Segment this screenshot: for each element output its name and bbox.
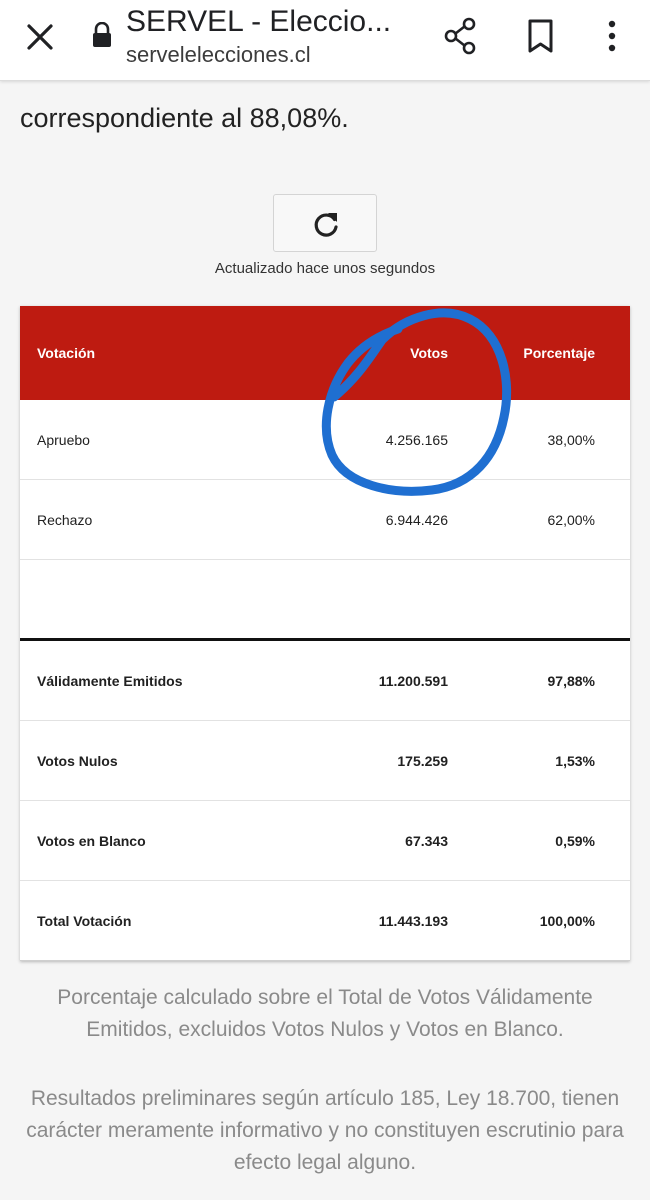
row-votes: 67.343 (405, 832, 448, 849)
row-label: Rechazo (37, 511, 93, 528)
browser-toolbar (0, 0, 650, 81)
lock-icon (91, 22, 113, 48)
table-row-apruebo (20, 400, 630, 480)
updated-status: Actualizado hace unos segundos (214, 260, 436, 277)
table-row-nulos (20, 721, 630, 801)
row-label: Votos Nulos (37, 752, 118, 769)
row-percent: 38,00% (547, 431, 595, 448)
close-icon[interactable] (18, 15, 62, 59)
row-percent: 97,88% (547, 672, 595, 689)
row-percent: 62,00% (547, 511, 595, 528)
row-label: Total Votación (37, 912, 132, 929)
header-votos: Votos (410, 345, 448, 361)
more-options-icon[interactable] (592, 14, 632, 58)
table-row-rechazo (20, 480, 630, 560)
page-url[interactable]: servelelecciones.cl (126, 42, 311, 67)
row-percent: 100,00% (539, 912, 595, 929)
table-row-spacer (20, 560, 630, 641)
legal-note: Resultados preliminares según artículo 185, Ley 18.700, tienen carácter meramente informativo y no constituyen escrutinio para efecto legal alguno. (26, 1087, 624, 1174)
row-votes: 11.200.591 (378, 672, 448, 689)
refresh-button[interactable] (273, 194, 377, 252)
bookmark-icon[interactable] (520, 14, 562, 58)
table-row-total (20, 881, 630, 961)
table-header (20, 306, 630, 400)
row-label: Válidamente Emitidos (37, 672, 183, 689)
table-row-validos (20, 641, 630, 721)
row-label: Apruebo (37, 431, 90, 448)
intro-text: correspondiente al 88,08%. (20, 103, 349, 133)
share-icon[interactable] (440, 14, 482, 58)
page-title: SERVEL - Eleccio... (126, 5, 392, 38)
row-votes: 4.256.165 (385, 431, 448, 448)
row-percent: 1,53% (555, 752, 595, 769)
row-votes: 11.443.193 (378, 912, 448, 929)
refresh-icon (311, 210, 341, 240)
row-label: Votos en Blanco (37, 832, 146, 849)
header-votacion: Votación (37, 345, 96, 361)
row-percent: 0,59% (555, 832, 595, 849)
percentage-note: Porcentaje calculado sobre el Total de Votos Válidamente Emitidos, excluidos Votos Nulos y Votos en Blanco. (57, 986, 593, 1041)
row-votes: 6.944.426 (385, 511, 448, 528)
row-votes: 175.259 (397, 752, 448, 769)
results-table (20, 306, 630, 961)
table-row-blanco (20, 801, 630, 881)
header-porcentaje: Porcentaje (523, 345, 595, 361)
